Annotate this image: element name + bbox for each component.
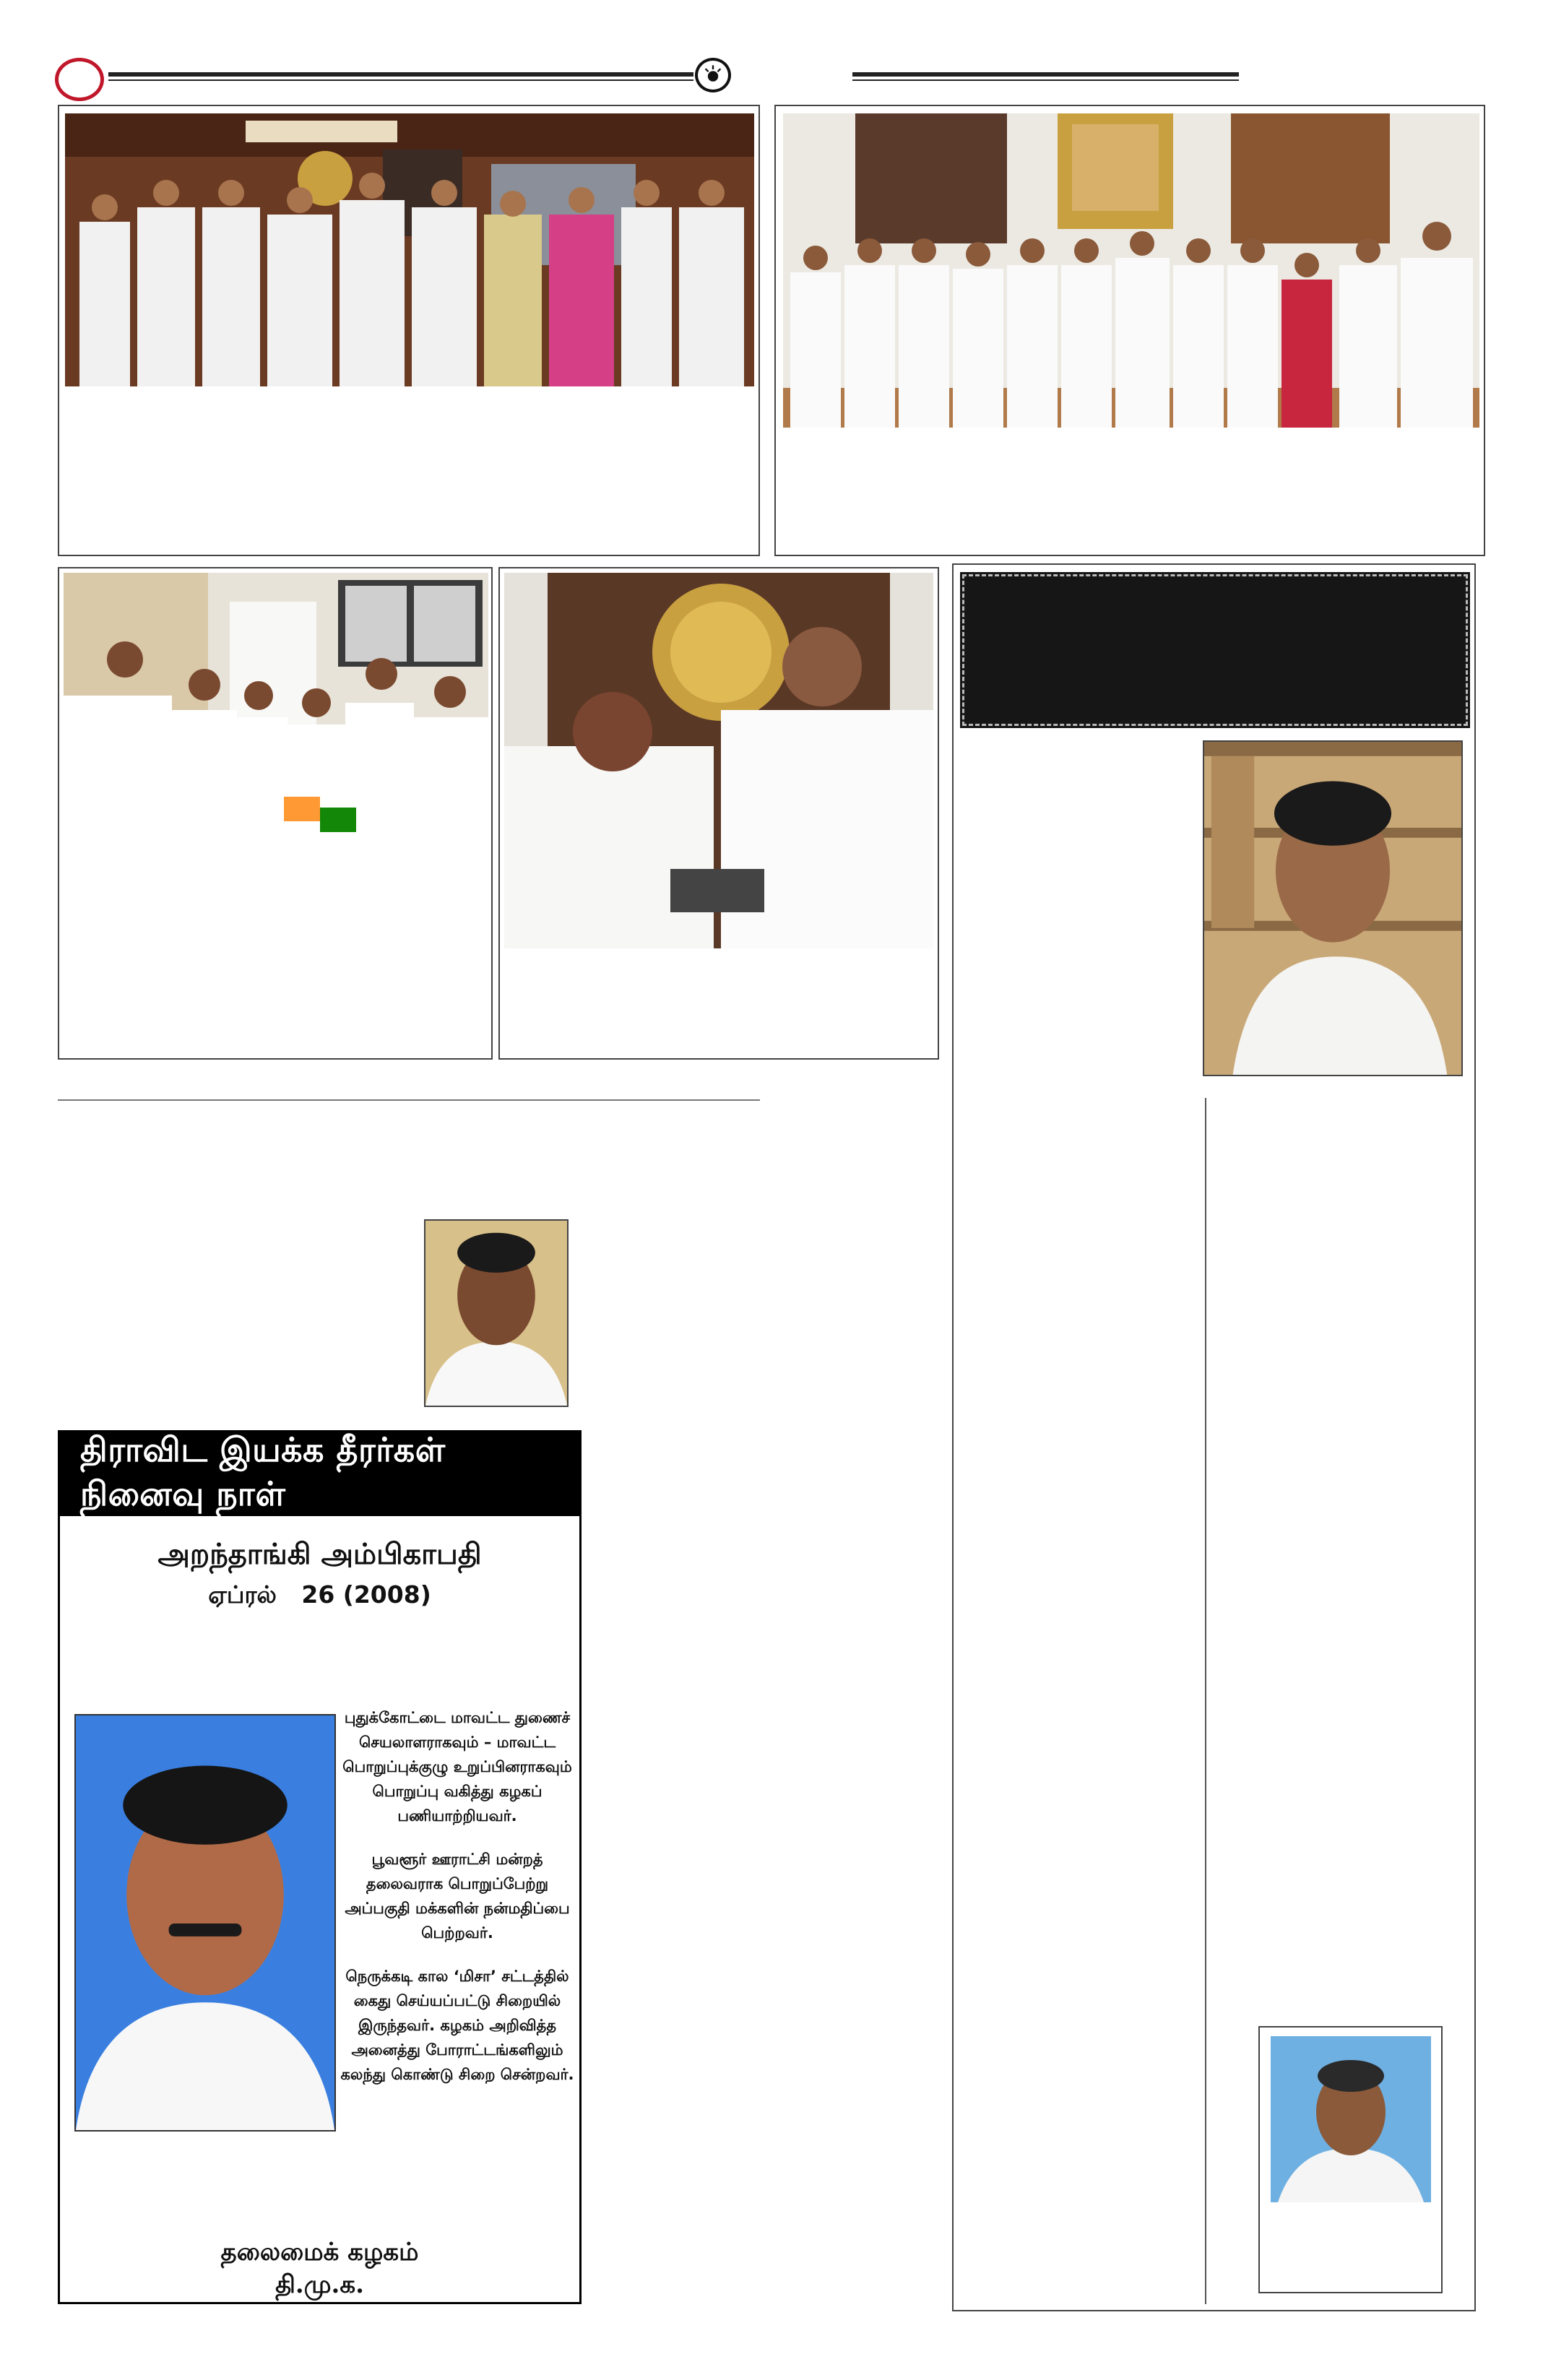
photo-frame-group-3 <box>58 567 493 1060</box>
memorial-paragraph-2: பூவளூர் ஊராட்சி மன்றத் தலைவராக பொறுப்பேற்று அப்பகுதி மக்களின் நன்மதிப்பை பெற்றவர். <box>345 1851 570 1942</box>
group-photo-office-with-flags <box>64 573 488 898</box>
memorial-paragraph-3: நெருக்கடி கால ‘மிசா’ சட்டத்தில் கைது செய்யப்பட்டு சிறையில் இருந்தவர். கழகம் அறிவித்த அனைத்து போராட்டங்களிலும் கலந்து கொண்டு சிறை சென்றவர். <box>340 1968 574 2083</box>
masthead-rule-right <box>852 72 1239 77</box>
portrait-mid-left <box>424 1219 569 1407</box>
masthead-rule-right-thin <box>852 79 1239 81</box>
memorial-name: அறந்தாங்கி அம்பிகாபதி <box>157 1537 482 1571</box>
memorial-date: ஏப்ரல் 26 (2008) <box>208 1580 431 1609</box>
section-separator-rule <box>58 1099 760 1101</box>
memorial-footer-1: தலைமைக் கழகம் <box>220 2238 419 2267</box>
headline-black-box <box>962 574 1468 726</box>
group-photo-chief-minister-officials <box>65 113 754 386</box>
memorial-notice-box <box>58 1430 582 2304</box>
memorial-paragraph-1: புதுக்கோட்டை மாவட்ட துணைச் செயலாளராகவும் – மாவட்ட பொறுப்புக்குழு உறுப்பினராகவும் பொறுப்பு வகித்து கழகப் பணியாற்றியவர். <box>342 1709 572 1825</box>
memorial-heading-bar: திராவிட இயக்க தீரர்கள் நினைவு நாள் <box>60 1432 579 1516</box>
photo-book-presentation-handshake <box>504 573 933 948</box>
photo-frame-group-2 <box>774 105 1485 556</box>
memorial-text-column <box>338 1705 576 2106</box>
photo-frame-group-1 <box>58 105 760 556</box>
page-number-ring <box>55 58 104 101</box>
portrait-small-bottom-right <box>1258 2026 1443 2293</box>
right-column-divider <box>1205 1098 1206 2304</box>
portrait-elder-leader <box>1203 740 1463 1076</box>
masthead-rule-left <box>108 72 693 77</box>
memorial-portrait <box>74 1714 336 2132</box>
photo-frame-group-4 <box>498 567 939 1060</box>
rising-sun-emblem-icon <box>695 58 731 92</box>
memorial-footer-2: தி.மு.க. <box>275 2270 364 2299</box>
masthead-rule-left-thin <box>108 79 693 81</box>
group-photo-assembly-hall <box>783 113 1479 428</box>
